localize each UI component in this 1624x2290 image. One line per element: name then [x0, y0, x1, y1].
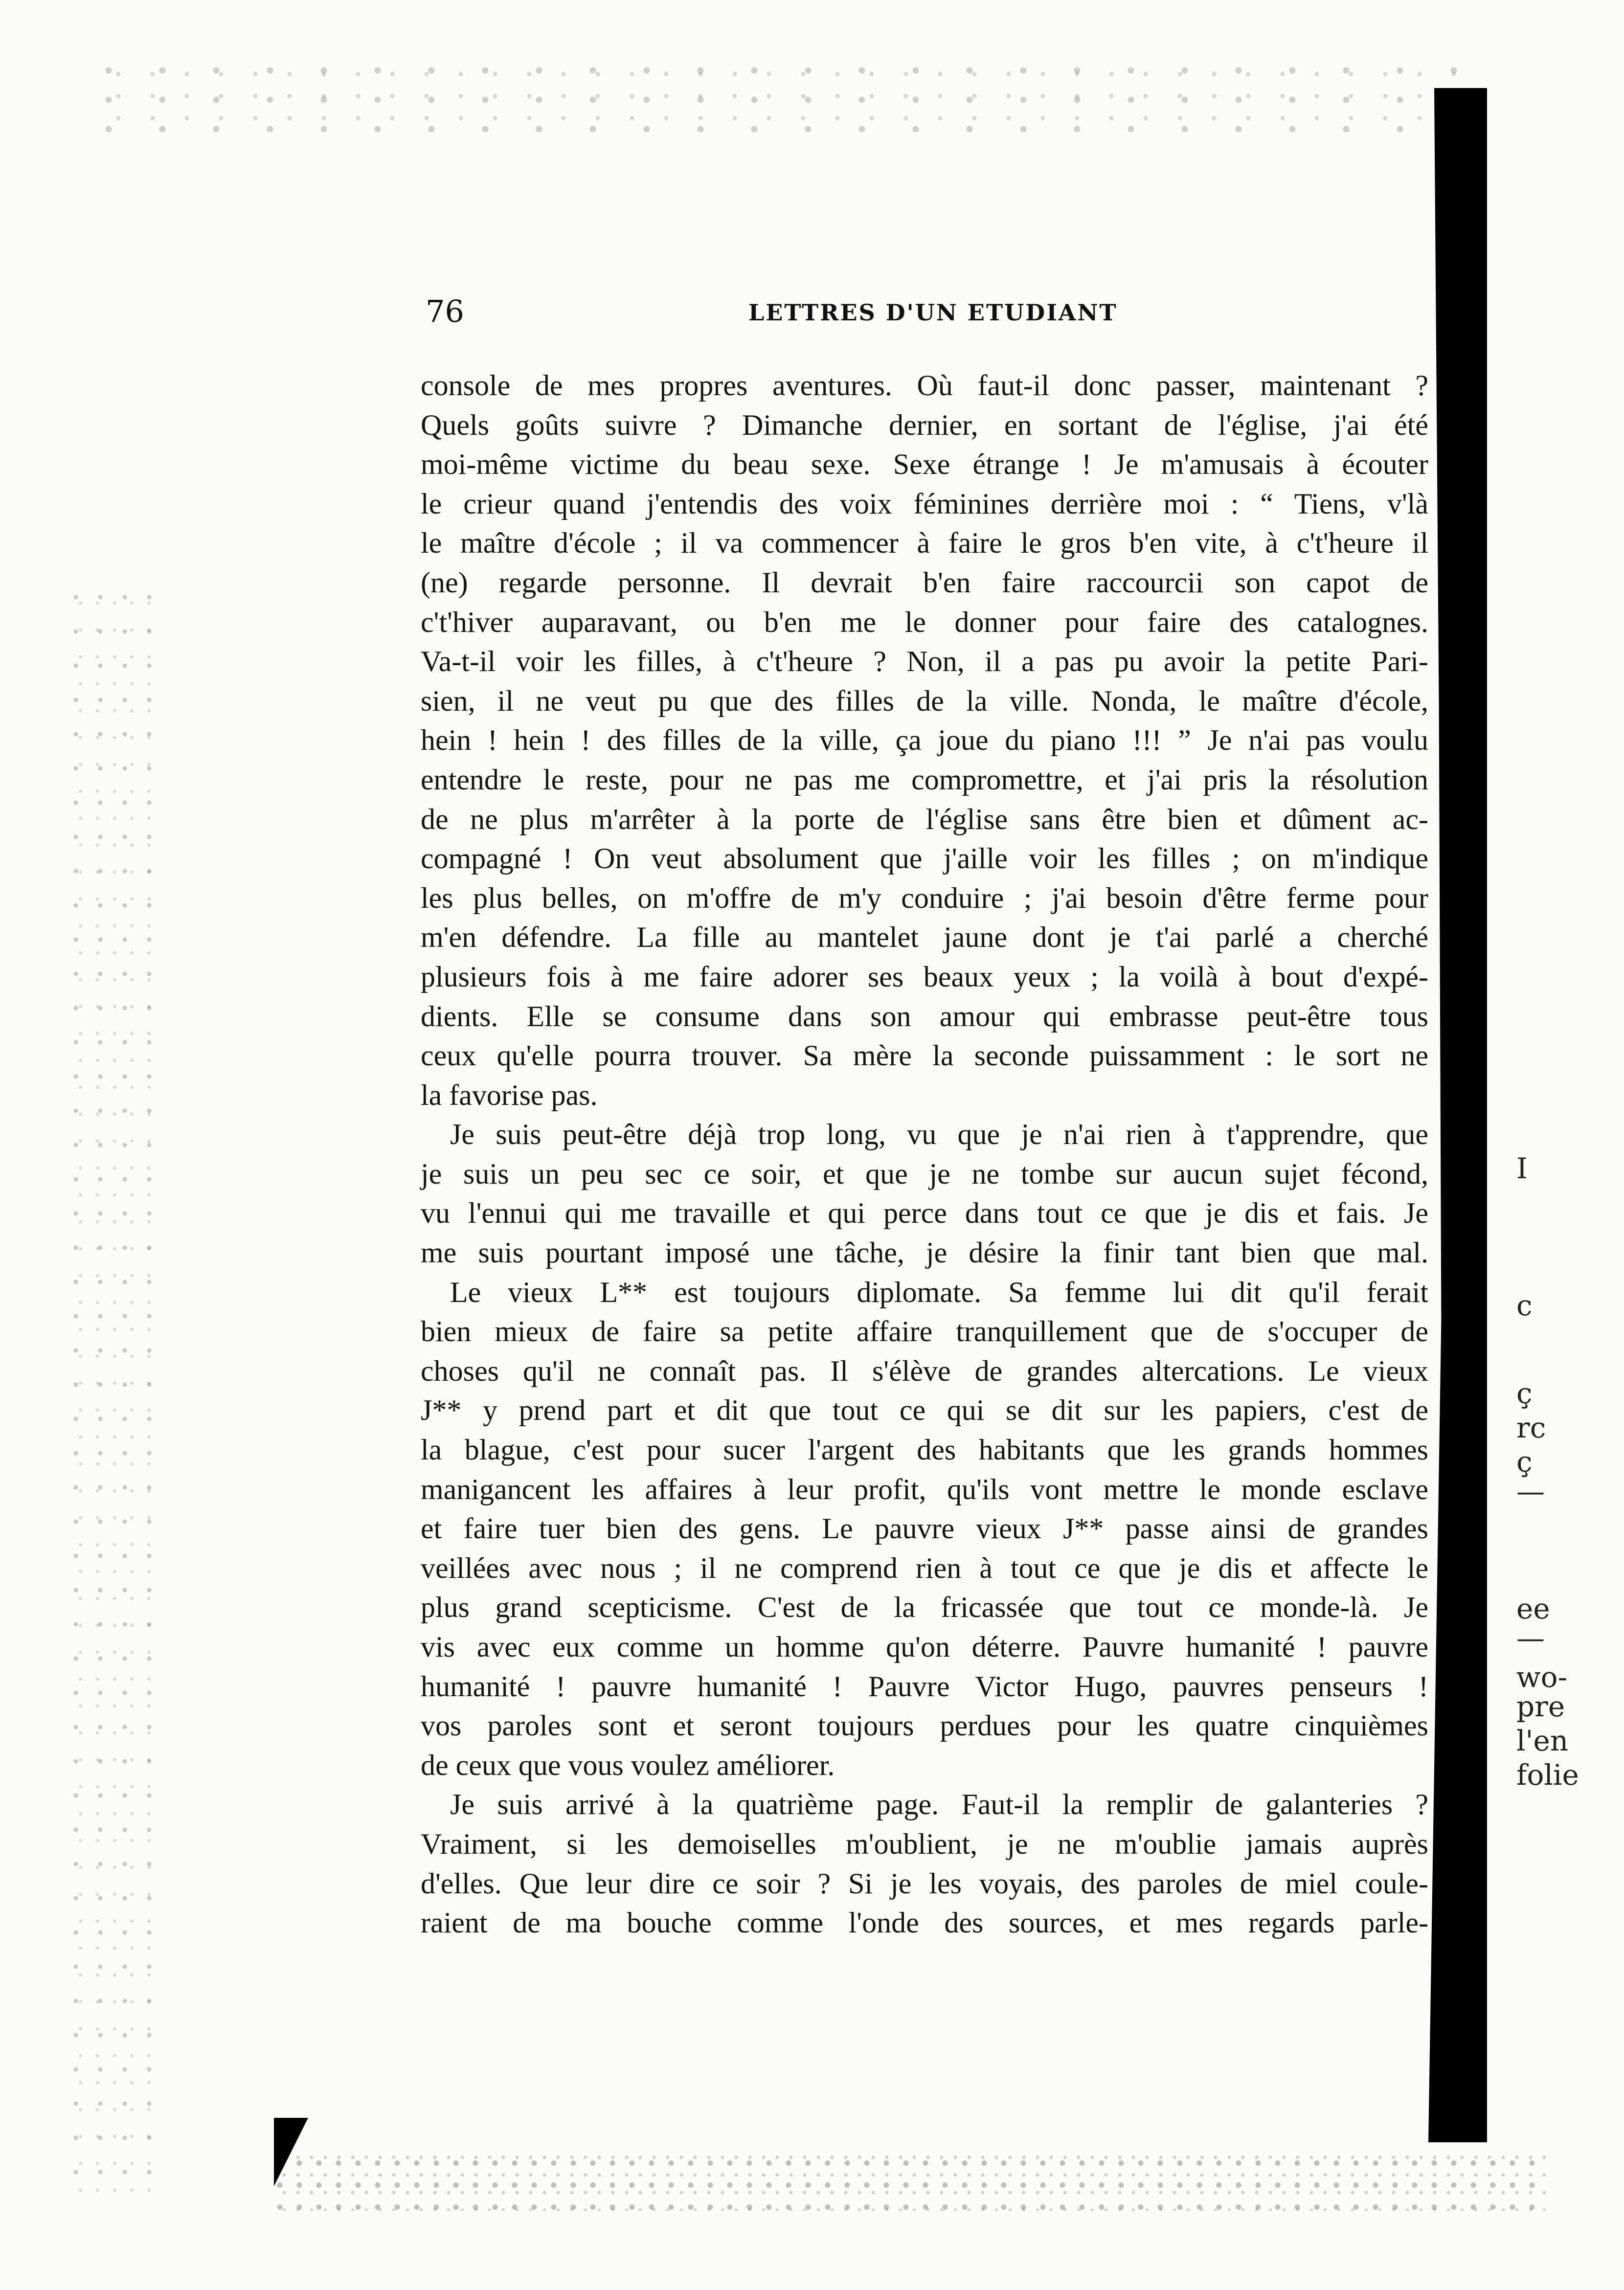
text-line: la favorise pas. — [421, 1078, 598, 1111]
text-line: plus grand scepticisme. C'est de la fricassée que tout ce monde-là. Je — [421, 1591, 1428, 1624]
text-line: moi-même victime du beau sexe. Sexe étrange ! Je m'amusais à écouter — [421, 448, 1428, 481]
binding-shadow — [1428, 88, 1487, 2142]
text-line: les plus belles, on m'offre de m'y conduire ; j'ai besoin d'être ferme pour — [421, 881, 1428, 914]
text-line: hein ! hein ! des filles de la ville, ça joue du piano !!! ” Je n'ai pas voulu — [421, 724, 1428, 757]
text-line: vu l'ennui qui me travaille et qui perce dans tout ce que je dis et fais. Je — [421, 1197, 1428, 1230]
next-page-fragment: — — [1516, 1621, 1545, 1655]
text-line: Le vieux L** est toujours diplomate. Sa femme lui dit qu'il ferait — [450, 1276, 1428, 1308]
text-line: console de mes propres aventures. Où faut-il donc passer, maintenant ? — [421, 369, 1428, 402]
text-line: manigancent les affaires à leur profit, qu'ils vont mettre le monde esclave — [421, 1473, 1428, 1505]
text-line: dients. Elle se consume dans son amour qui embrasse peut-être tous — [421, 1000, 1428, 1033]
text-line: veillées avec nous ; il ne comprend rien à tout ce que je dis et affecte le — [421, 1551, 1428, 1584]
text-line: Vraiment, si les demoiselles m'oublient, je ne m'oublie jamais auprès — [421, 1827, 1428, 1860]
text-line: me suis pourtant imposé une tâche, je désire la finir tant bien que mal. — [421, 1236, 1428, 1269]
text-line: vos paroles sont et seront toujours perdues pour les quatre cinquièmes — [421, 1709, 1428, 1742]
text-line: choses qu'il ne connaît pas. Il s'élève de grandes altercations. Le vieux — [421, 1354, 1428, 1387]
text-line: (ne) regarde personne. Il devrait b'en faire raccourcii son capot de — [421, 566, 1428, 599]
text-line: de ceux que vous voulez améliorer. — [421, 1749, 835, 1781]
text-line: Je suis peut-être déjà trop long, vu que je n'ai rien à t'apprendre, que — [450, 1118, 1428, 1151]
text-line: compagné ! On veut absolument que j'aille voir les filles ; on m'indique — [421, 842, 1428, 875]
text-line: et faire tuer bien des gens. Le pauvre vieux J** passe ainsi de grandes — [421, 1512, 1428, 1545]
running-head — [426, 293, 1159, 333]
text-line: je suis un peu sec ce soir, et que je ne tombe sur aucun sujet fécond, — [421, 1157, 1428, 1190]
next-page-fragment: — — [1516, 1475, 1545, 1508]
scan-noise-left — [68, 587, 152, 2201]
text-line: le crieur quand j'entendis des voix féminines derrière moi : “ Tiens, v'là — [421, 487, 1428, 520]
text-line: ceux qu'elle pourra trouver. Sa mère la seconde puissamment : le sort ne — [421, 1039, 1428, 1072]
text-line: de ne plus m'arrêter à la porte de l'église sans être bien et dûment ac- — [421, 803, 1428, 835]
text-line: raient de ma bouche comme l'onde des sources, et mes regards parle- — [421, 1907, 1428, 1939]
text-line: Quels goûts suivre ? Dimanche dernier, en sortant de l'église, j'ai été — [421, 408, 1428, 441]
text-line: sien, il ne veut pu que des filles de la ville. Nonda, le maître d'école, — [421, 684, 1428, 717]
text-line: c't'hiver auparavant, ou b'en me le donner pour faire des catalognes. — [421, 606, 1428, 638]
text-line: m'en défendre. La fille au mantelet jaune dont je t'ai parlé a cherché — [421, 921, 1428, 954]
text-line: la blague, c'est pour sucer l'argent des habitants que les grands hommes — [421, 1434, 1428, 1466]
book-title: LETTRES D'UN ETUDIANT — [748, 299, 1118, 326]
text-line: plusieurs fois à me faire adorer ses beaux yeux ; la voilà à bout d'expé- — [421, 960, 1428, 993]
scan-corner-mark — [274, 2118, 308, 2186]
text-line: Va-t-il voir les filles, à c't'heure ? Non, il a pas pu avoir la petite Pari- — [421, 645, 1428, 678]
next-page-fragments — [1516, 1076, 1624, 1956]
next-page-fragment: ee — [1516, 1592, 1550, 1625]
next-page-fragment: rc — [1516, 1411, 1546, 1444]
text-line: bien mieux de faire sa petite affaire tranquillement que de s'occuper de — [421, 1315, 1428, 1348]
text-line: Je suis arrivé à la quatrième page. Faut-il la remplir de galanteries ? — [450, 1788, 1428, 1821]
body-text — [421, 366, 1428, 1943]
next-page-fragment: folie — [1516, 1758, 1579, 1792]
page-number: 76 — [426, 293, 464, 329]
next-page-fragment: l'en — [1516, 1724, 1569, 1757]
next-page-fragment: ç — [1516, 1445, 1533, 1479]
text-line: le maître d'école ; il va commencer à faire le gros b'en vite, à c't'heure il — [421, 527, 1428, 560]
scan-noise-top — [98, 59, 1477, 132]
text-line: J** y prend part et dit que tout ce qui se dit sur les papiers, c'est de — [421, 1394, 1428, 1427]
next-page-fragment: c — [1516, 1289, 1533, 1322]
next-page-fragment: ç — [1516, 1377, 1533, 1410]
text-line: humanité ! pauvre humanité ! Pauvre Victor Hugo, pauvres penseurs ! — [421, 1670, 1428, 1703]
text-line: entendre le reste, pour ne pas me compromettre, et j'ai pris la résolution — [421, 763, 1428, 796]
next-page-fragment: wo- — [1516, 1661, 1568, 1694]
text-line: d'elles. Que leur dire ce soir ? Si je les voyais, des paroles de miel coule- — [421, 1867, 1428, 1900]
next-page-fragment: pre — [1516, 1690, 1565, 1723]
text-line: vis avec eux comme un homme qu'on déterre. Pauvre humanité ! pauvre — [421, 1631, 1428, 1663]
next-page-fragment: I — [1516, 1152, 1528, 1185]
scan-noise-bottom — [274, 2152, 1546, 2211]
